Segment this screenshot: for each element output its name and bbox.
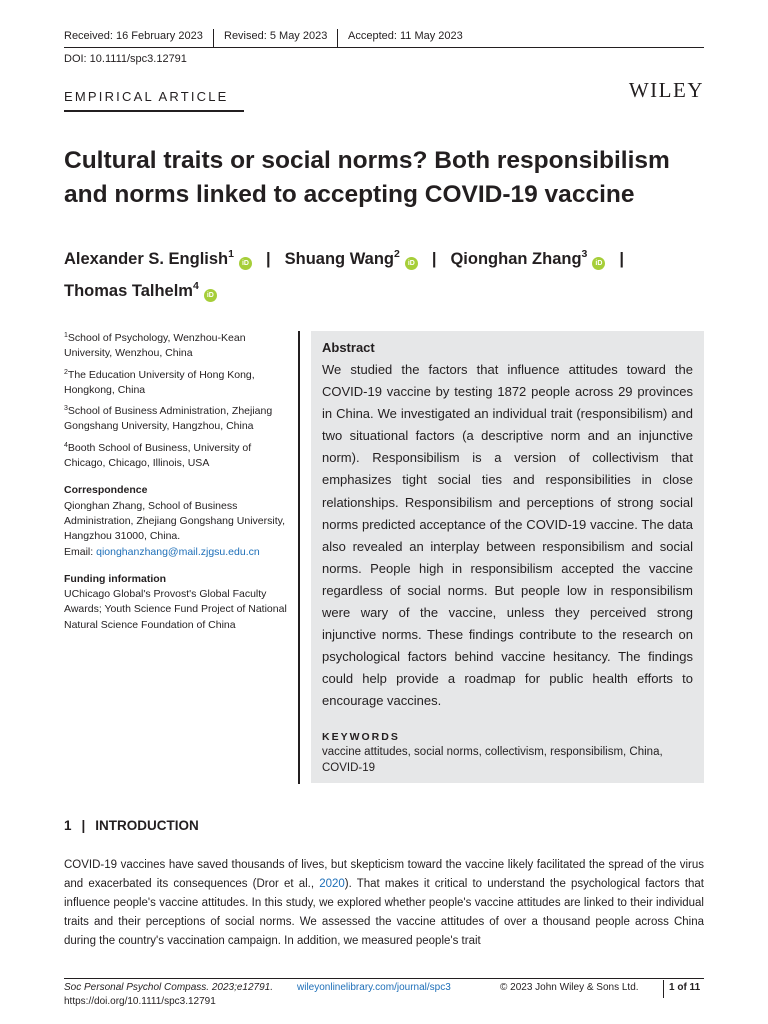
article-type: EMPIRICAL ARTICLE (64, 89, 229, 104)
affiliation (64, 328, 292, 362)
received-date: Received: 16 February 2023 (64, 30, 203, 42)
section-title: INTRODUCTION (95, 818, 199, 833)
affiliation-number: 2 (64, 368, 68, 376)
accepted-date: Accepted: 11 May 2023 (348, 30, 463, 42)
orcid-icon[interactable]: iD (239, 257, 252, 270)
affiliation-text: School of Business Administration, Zhejiang Gongshang University, Hangzhou, China (64, 405, 273, 433)
citation-link[interactable]: 2020 (319, 878, 345, 890)
affiliation-number: 3 (64, 405, 68, 413)
author-separator: | (265, 250, 271, 268)
affiliation-number: 1 (64, 332, 68, 339)
article-dates (64, 29, 704, 47)
author-affiliation-marker: 4 (192, 280, 199, 292)
journal-citation: Soc Personal Psychol Compass. 2023;e12791. (64, 982, 274, 993)
correspondence-heading: Correspondence (64, 484, 148, 497)
author-name: Qionghan Zhang (450, 250, 582, 268)
introduction-paragraph (64, 856, 704, 951)
article-type-underline (64, 110, 244, 112)
author-affiliation-marker: 3 (581, 248, 588, 260)
author-name: Alexander S. English (64, 250, 229, 268)
affiliation (64, 401, 292, 435)
abstract-heading: Abstract (322, 340, 375, 355)
article-info-column (64, 328, 292, 633)
funding-heading: Funding information (64, 572, 167, 585)
page-number: 1 of 11 (669, 982, 701, 993)
author-separator: | (619, 250, 625, 268)
article-title: Cultural traits or social norms? Both responsibilism and norms linked to accepting COVID-19 vaccine (64, 147, 670, 208)
intro-text: COVID-19 vaccines have saved thousands of lives, but skepticism toward the vaccine likely facilitated the spread of the virus and exacerbated its consequences (Dror et al., (64, 859, 704, 890)
orcid-icon[interactable]: iD (204, 289, 217, 302)
copyright: © 2023 John Wiley & Sons Ltd. (500, 982, 639, 993)
intro-text: ). That makes it critical to understand the psychological factors that influence people's vaccine attitudes. In this study, we explored whether people's vaccine attitudes are linked to their individual traits and their perceptions of social norms. We assessed the vaccine attitudes of over a thousand people across China during the country's vaccination campaign. In addition, we measured people's trait (64, 878, 704, 947)
author-name: Shuang Wang (284, 250, 394, 268)
section-number: 1 (64, 818, 72, 833)
column-divider (298, 331, 300, 784)
abstract-text: We studied the factors that influence attitudes toward the COVID-19 vaccine by testing 1872 people across 29 provinces in China. We investigated an individual trait (responsibilism) and two situational factors (a descriptive norm and an injunctive norm). Responsibilism is a version of collectivism that emphasizes tight social ties and responsibilities in close relationships. Responsibilism and perceptions of strong social norms predicted acceptance of the COVID-19 vaccine. The data also revealed an interplay between responsibilism and social norms. People high in responsibilism accepted the vaccine regardless of social norms. But people low in responsibilism were wary of the vaccine, unless they perceived strong injunctive norms. These findings contribute to the research on psychological factors behind vaccine hesitancy. The findings could help provide a roadmap for public health efforts to encourage vaccines. (322, 362, 693, 709)
correspondence-email (64, 545, 292, 560)
email-label: Email: (64, 545, 94, 558)
footer-doi-link[interactable]: https://doi.org/10.1111/spc3.12791 (64, 996, 216, 1007)
affiliation-number: 4 (64, 441, 68, 449)
keywords-list: vaccine attitudes, social norms, collectivism, responsibilism, China, COVID-19 (322, 746, 663, 774)
section-heading (64, 817, 199, 835)
affiliation-text: The Education University of Hong Kong, Hongkong, China (64, 368, 255, 396)
author-name: Thomas Talhelm (64, 282, 193, 300)
journal-url-link[interactable]: wileyonlinelibrary.com/journal/spc3 (297, 982, 451, 993)
correspondence-text: Qionghan Zhang, School of Business Administration, Zhejiang Gongshang University, Hangzhou 31000, China. (64, 499, 285, 543)
doi: DOI: 10.1111/spc3.12791 (64, 53, 187, 65)
footer-rule (64, 978, 704, 979)
author-affiliation-marker: 1 (228, 248, 234, 260)
keywords-heading: KEYWORDS (322, 731, 400, 743)
footer-divider (663, 980, 664, 998)
email-link[interactable]: qionghanzhang@mail.zjgsu.edu.cn (96, 545, 260, 558)
affiliation-text: School of Psychology, Wenzhou-Kean University, Wenzhou, China (64, 332, 246, 360)
affiliation (64, 438, 292, 472)
orcid-icon[interactable]: iD (405, 257, 418, 270)
funding-text: UChicago Global's Provost's Global Faculty Awards; Youth Science Fund Project of National Natural Science Foundation of China (64, 588, 287, 631)
date-divider (337, 29, 338, 47)
affiliation-text: Booth School of Business, University of Chicago, Chicago, Illinois, USA (64, 441, 252, 470)
header-rule (64, 47, 704, 48)
author-separator: | (431, 250, 437, 268)
author-list (64, 241, 704, 305)
date-divider (213, 29, 214, 47)
orcid-icon[interactable]: iD (592, 257, 605, 270)
publisher-logo: WILEY (628, 78, 704, 102)
affiliation (64, 365, 292, 399)
author-affiliation-marker: 2 (394, 248, 400, 260)
revised-date: Revised: 5 May 2023 (224, 30, 328, 42)
footer-citation-block (64, 981, 273, 1009)
section-separator: | (81, 818, 86, 833)
